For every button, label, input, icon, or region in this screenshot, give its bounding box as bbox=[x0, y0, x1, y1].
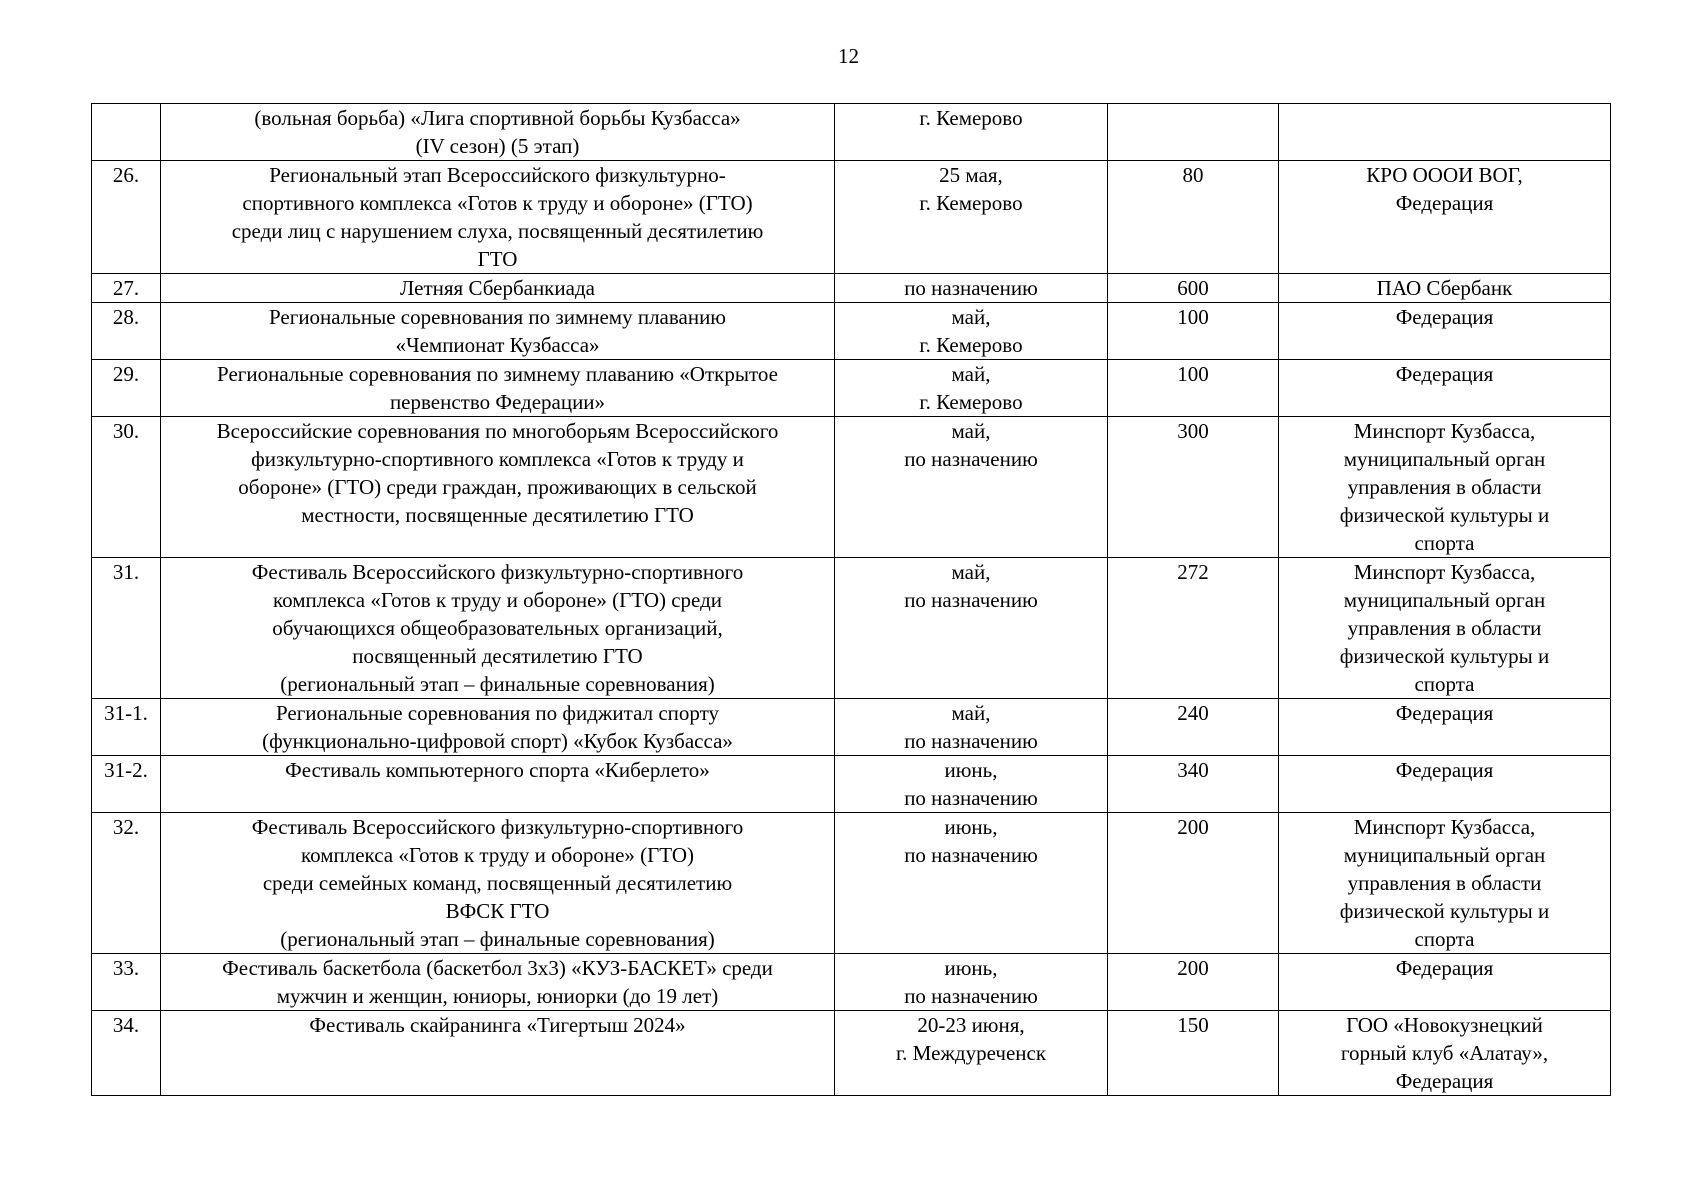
table-row bbox=[92, 274, 1611, 303]
organizer: ГОО «Новокузнецкий горный клуб «Алатау», Федерация bbox=[1279, 1011, 1611, 1096]
organizer: Федерация bbox=[1279, 360, 1611, 417]
event-date-place: май, по назначению bbox=[835, 699, 1108, 756]
row-number: 31-2. bbox=[92, 756, 161, 813]
events-table bbox=[91, 103, 1611, 1096]
event-name: Региональный этап Всероссийского физкультурно- спортивного комплекса «Готов к труду и обороне» (ГТО) среди лиц с нарушением слуха, посвященный десятилетию ГТО bbox=[161, 161, 835, 274]
table-row bbox=[92, 813, 1611, 954]
row-number: 34. bbox=[92, 1011, 161, 1096]
organizer: Федерация bbox=[1279, 699, 1611, 756]
participants-count: 600 bbox=[1108, 274, 1279, 303]
event-name: Всероссийские соревнования по многоборьям Всероссийского физкультурно-спортивного комплекса «Готов к труду и обороне» (ГТО) среди граждан, проживающих в сельской местности, посвященные десятилетию ГТО bbox=[161, 417, 835, 558]
row-number bbox=[92, 104, 161, 161]
row-number: 31-1. bbox=[92, 699, 161, 756]
table-row bbox=[92, 756, 1611, 813]
event-date-place: по назначению bbox=[835, 274, 1108, 303]
participants-count: 200 bbox=[1108, 954, 1279, 1011]
event-date-place: июнь, по назначению bbox=[835, 954, 1108, 1011]
table-row bbox=[92, 699, 1611, 756]
table-row bbox=[92, 954, 1611, 1011]
event-name: Фестиваль скайранинга «Тигертыш 2024» bbox=[161, 1011, 835, 1096]
row-number: 28. bbox=[92, 303, 161, 360]
participants-count: 272 bbox=[1108, 558, 1279, 699]
participants-count: 240 bbox=[1108, 699, 1279, 756]
row-number: 30. bbox=[92, 417, 161, 558]
table-row bbox=[92, 303, 1611, 360]
table-row bbox=[92, 161, 1611, 274]
event-date-place: май, г. Кемерово bbox=[835, 303, 1108, 360]
event-date-place: май, по назначению bbox=[835, 558, 1108, 699]
organizer: Федерация bbox=[1279, 303, 1611, 360]
participants-count: 150 bbox=[1108, 1011, 1279, 1096]
event-name: (вольная борьба) «Лига спортивной борьбы Кузбасса» (IV сезон) (5 этап) bbox=[161, 104, 835, 161]
organizer: КРО ОООИ ВОГ, Федерация bbox=[1279, 161, 1611, 274]
event-date-place: июнь, по назначению bbox=[835, 813, 1108, 954]
event-name: Фестиваль Всероссийского физкультурно-спортивного комплекса «Готов к труду и обороне» (ГТО) среди семейных команд, посвященный десятилетию ВФСК ГТО (региональный этап – финальные соревнования) bbox=[161, 813, 835, 954]
participants-count: 100 bbox=[1108, 303, 1279, 360]
table-row bbox=[92, 104, 1611, 161]
participants-count: 200 bbox=[1108, 813, 1279, 954]
event-date-place: г. Кемерово bbox=[835, 104, 1108, 161]
participants-count: 340 bbox=[1108, 756, 1279, 813]
event-name: Региональные соревнования по фиджитал спорту (функционально-цифровой спорт) «Кубок Кузбасса» bbox=[161, 699, 835, 756]
table-row bbox=[92, 417, 1611, 558]
organizer: Минспорт Кузбасса, муниципальный орган управления в области физической культуры и спорта bbox=[1279, 813, 1611, 954]
organizer: Минспорт Кузбасса, муниципальный орган управления в области физической культуры и спорта bbox=[1279, 417, 1611, 558]
event-date-place: май, г. Кемерово bbox=[835, 360, 1108, 417]
participants-count bbox=[1108, 104, 1279, 161]
event-date-place: 25 мая, г. Кемерово bbox=[835, 161, 1108, 274]
event-date-place: 20-23 июня, г. Междуреченск bbox=[835, 1011, 1108, 1096]
table-row bbox=[92, 360, 1611, 417]
event-name: Фестиваль баскетбола (баскетбол 3х3) «КУЗ-БАСКЕТ» среди мужчин и женщин, юниоры, юниорки (до 19 лет) bbox=[161, 954, 835, 1011]
participants-count: 80 bbox=[1108, 161, 1279, 274]
event-date-place: май, по назначению bbox=[835, 417, 1108, 558]
participants-count: 300 bbox=[1108, 417, 1279, 558]
event-name: Региональные соревнования по зимнему плаванию «Открытое первенство Федерации» bbox=[161, 360, 835, 417]
organizer bbox=[1279, 104, 1611, 161]
row-number: 32. bbox=[92, 813, 161, 954]
event-name: Региональные соревнования по зимнему плаванию «Чемпионат Кузбасса» bbox=[161, 303, 835, 360]
table-row bbox=[92, 558, 1611, 699]
table-row bbox=[92, 1011, 1611, 1096]
page-number: 12 bbox=[838, 44, 859, 68]
event-name: Фестиваль Всероссийского физкультурно-спортивного комплекса «Готов к труду и обороне» (ГТО) среди обучающихся общеобразовательных организаций, посвященный десятилетию ГТО (региональный этап – финальные соревнования) bbox=[161, 558, 835, 699]
row-number: 27. bbox=[92, 274, 161, 303]
row-number: 31. bbox=[92, 558, 161, 699]
organizer: Федерация bbox=[1279, 954, 1611, 1011]
organizer: Федерация bbox=[1279, 756, 1611, 813]
event-date-place: июнь, по назначению bbox=[835, 756, 1108, 813]
organizer: Минспорт Кузбасса, муниципальный орган управления в области физической культуры и спорта bbox=[1279, 558, 1611, 699]
organizer: ПАО Сбербанк bbox=[1279, 274, 1611, 303]
row-number: 26. bbox=[92, 161, 161, 274]
event-name: Фестиваль компьютерного спорта «Киберлето» bbox=[161, 756, 835, 813]
participants-count: 100 bbox=[1108, 360, 1279, 417]
event-name: Летняя Сбербанкиада bbox=[161, 274, 835, 303]
row-number: 33. bbox=[92, 954, 161, 1011]
row-number: 29. bbox=[92, 360, 161, 417]
